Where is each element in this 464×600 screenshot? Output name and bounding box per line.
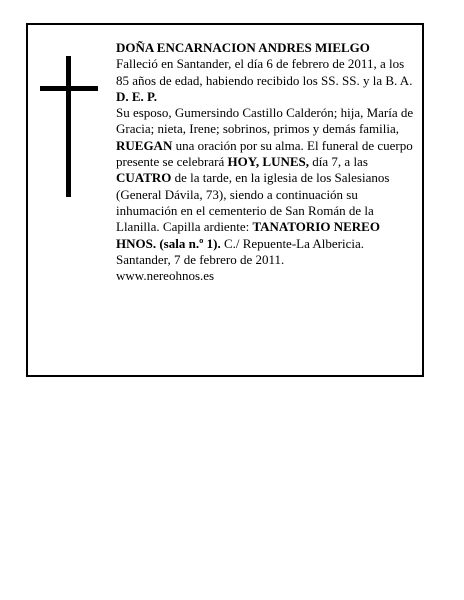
ruegan-label: RUEGAN [116,137,173,153]
obituary-notice [26,23,424,377]
cross-icon [40,56,98,197]
funeral-text-2: día 7, a las [309,154,368,170]
deceased-name: DOÑA ENCARNACION ANDRES MIELGO [116,40,370,55]
website: www.nereohnos.es [116,268,215,284]
funeral-text-4: C./ Repuente-La Albericia. [220,235,365,251]
funeral-day: HOY, LUNES, [227,154,310,170]
funeral-home: TANATORIO NEREO HNOS. (sala n.º 1). [116,219,380,251]
funeral-hour: CUATRO [116,170,172,186]
dep-line: D. E. P. [116,88,158,104]
funeral-text-1: una oración por su alma. El funeral de cuerpo presente se celebrará [116,137,413,170]
funeral-details [116,138,414,252]
cross-horizontal-bar [40,86,98,91]
place-date: Santander, 7 de febrero de 2011. [116,251,285,267]
funeral-text-3: de la tarde, en la iglesia de los Salesianos (General Dávila, 73), siendo a continuación su inhumación en el cementerio de San Román de la Llanilla. Capilla ardiente: [116,170,390,235]
family-line: Su esposo, Gumersindo Castillo Calderón; hija, María de Gracia; nieta, Irene; sobrinos, primos y demás familia, [116,105,414,137]
notice-text [116,40,414,284]
death-announcement: Falleció en Santander, el día 6 de febrero de 2011, a los 85 años de edad, habiendo recibido los SS. SS. y la B. A. [116,56,413,88]
cross-vertical-bar [66,56,71,197]
